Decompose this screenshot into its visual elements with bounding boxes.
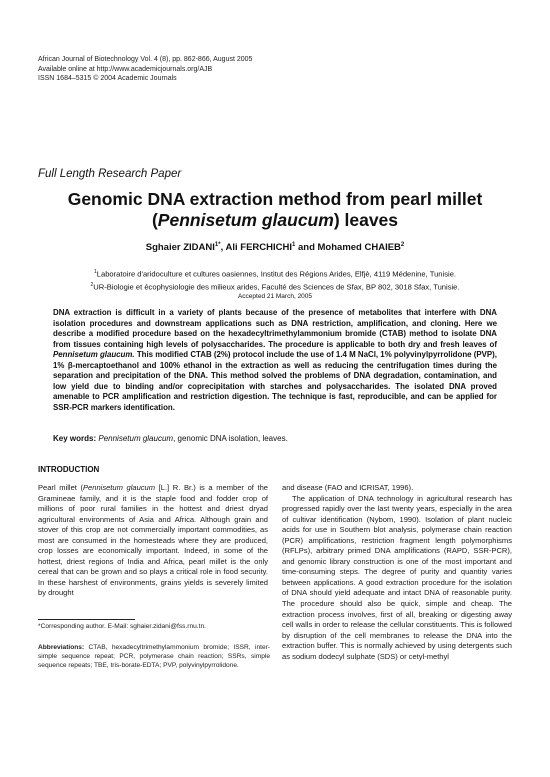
title-line-2: (Pennisetum glaucum) leaves: [151, 210, 399, 230]
paragraph: and disease (FAO and ICRISAT, 1996).: [282, 483, 414, 492]
journal-issn: ISSN 1684–5315 © 2004 Academic Journals: [38, 75, 177, 82]
footnote-divider: [38, 619, 135, 620]
author-name: Mohamed CHAIEB: [317, 242, 401, 254]
keywords: Key words: Pennisetum glaucum, genomic DNA isolation, leaves.: [53, 434, 288, 443]
journal-header: [38, 55, 252, 84]
abstract: DNA extraction is difficult in a variety of plants because of the presence of metabolites that interfere with DNA isolation procedures and downstream applications such as DNA restriction, amplification, and cloning. Here we describe a modified procedure based on the hexadecyltrimethylammonium bromide (CTAB) method to isolate DNA from tissues containing high levels of polysaccharides. The procedure is applicable to both dry and fresh leaves of Pennisetum glaucum. This modified CTAB (2%) protocol include the use of 1.4 M NaCl, 1% polyvinylpyrrolidone (PVP), 1% β-mercaptoethanol and 100% ethanol in the extraction as well as reducing the centrifugation times during the separation and precipitation of the DNA. This method solved the problems of DNA degradation, contamination, and low yield due to binding and/or coprecipitation with starches and polysaccharides. The isolated DNA proved amenable to PCR amplification and restriction digestion. The technique is fast, reproducible, and can be applied for SSR-PCR markers identification.: [53, 308, 497, 412]
affiliation-1: $^1$Laboratoire d'aridoculture et cultures oasiennes, Institut des Régions Arides, Elfjè, 4119 Médenine, Tunisie.: [93, 269, 457, 279]
body-column-right: [282, 483, 512, 662]
journal-url: Available online at http://www.academicjournals.org/AJB: [38, 65, 213, 73]
footnote-corresponding-author: *Corresponding author. E-Mail: sghaier.zidani@fss.rnu.tn.: [38, 623, 206, 630]
paragraph: Pearl millet (Pennisetum glaucum [L.] R. Br.) is a member of the Gramineae family, and it is the staple food and fodder crop of millions of poor rural families in the hottest and driest dryad agricultural environments of Asia and Africa. Although grain and stover of this crop are not commercially important commodities, as most are consumed in the homesteads where they are produced, crop losses are economically important. Indeed, in some of the hottest, driest regions of India and Africa, pearl millet is the only cereal that can be grown and so plays a critical role in food security. In these harshest of environments, grains yields is severely limited by drought: [38, 483, 268, 598]
author-list: Sghaier $ZIDANI^{1*}$, Ali FERCHICHI$^1$ and Mohamed CHAIEB$^2$: [145, 242, 405, 254]
journal-citation: African Journal of Biotechnology Vol. 4 (8), pp. 862-866, August 2005: [38, 56, 253, 63]
affiliations: [40, 267, 510, 292]
keywords-label: Key words:: [53, 434, 97, 443]
accepted-date: Accepted 21 March, 2005: [237, 293, 313, 300]
author-name: Sghaier ZIDANI: [145, 242, 215, 254]
paper-type: Full Length Research Paper: [38, 168, 182, 180]
affiliation-2: $^2$UR-Biologie et écophysiologie des milieux arides, Faculté des Sciences de Sfax, BP 802, 3018 Sfax, Tunisie.: [90, 281, 460, 292]
title-line-1: Genomic DNA extraction method from pearl millet: [67, 189, 483, 209]
body-column-left: [38, 483, 268, 599]
title-species: Pennisetum glaucum: [157, 210, 334, 230]
author-name: Ali FERCHICHI: [225, 242, 292, 254]
paper-title: [40, 189, 510, 231]
abstract-species: Pennisetum glaucum.: [53, 350, 135, 360]
paragraph: The application of DNA technology in agricultural research has progressed rapidly over the last twenty years, especially in the area of cultivar identification (Nybom, 1990). Isolation of plant nucleic acids for use in Southern blot analysis, polymerase chain reaction (PCR) amplifications, restriction fragment length polymorphisms (RFLPs), arbitrary primed DNA amplifications (RAPD, SSR-PCR), and genomic library construction is one of the most important and time-consuming steps. The degree of purity and quantity varies between applications. A good extraction procedure for the isolation of DNA should yield adequate and intact DNA of reasonable purity. The procedure should also be quick, simple and cheap. The extraction process involves, first of all, breaking or digesting away cell walls in order to release the cellular constituents. This is followed by disruption of the cell membranes to release the DNA into the extraction buffer. This is normally achieved by using detergents such as sodium dodecyl sulphate (SDS) or cetyl-methyl: [282, 493, 512, 661]
section-heading-introduction: INTRODUCTION: [38, 465, 100, 474]
footnote-abbreviations: Abbreviations: CTAB, hexadecyltrimethylammonium bromide; ISSR, inter-simple sequence repeat; PCR, polymerase chain reaction; SSRs, simple sequence repeats; TBE, tris-borate-EDTA; PVP, polyvinylpyrrolidone.: [38, 644, 270, 669]
